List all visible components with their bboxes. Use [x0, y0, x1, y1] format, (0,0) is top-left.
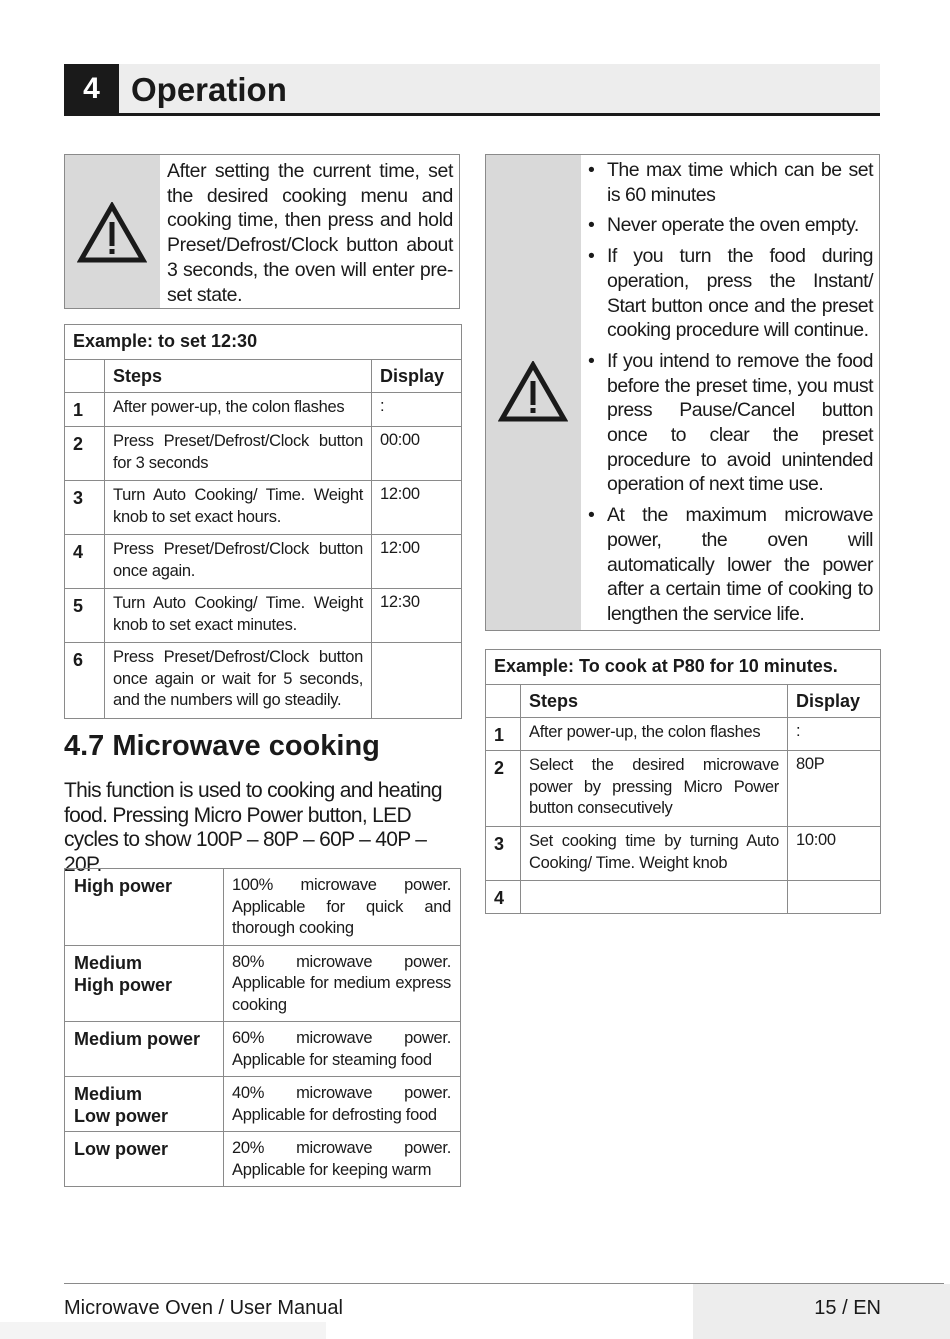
table-row	[65, 535, 462, 589]
warning-icon-column	[65, 155, 160, 308]
column-header-steps: Steps	[521, 685, 788, 718]
footer-document-title: Microwave Oven / User Manual	[64, 1297, 343, 1319]
display-value: :	[372, 393, 462, 427]
step-text	[521, 881, 788, 914]
warning-triangle-icon	[77, 202, 147, 264]
table-row	[65, 1022, 461, 1077]
display-value	[372, 643, 462, 719]
warning-box-notes	[485, 154, 880, 631]
page-number: 15 / EN	[814, 1297, 881, 1319]
table-row	[65, 589, 462, 643]
power-level-description: 100% microwave power. Applicable for quick and thorough cooking	[224, 869, 461, 946]
section-body: This function is used to cooking and heating food. Pressing Micro Power button, LED cycles to show 100P – 80P – 60P – 40P – 20P.	[64, 779, 442, 876]
step-text: After power-up, the colon flashes	[521, 718, 788, 751]
step-number: 3	[486, 827, 521, 881]
power-level-name: Medium Low power	[65, 1077, 224, 1132]
warning-triangle-icon	[498, 361, 568, 423]
display-value: 12:00	[372, 481, 462, 535]
step-number: 3	[65, 481, 105, 535]
table-caption: Example: To cook at P80 for 10 minutes.	[486, 650, 881, 685]
list-item: • If you turn the food during operation, press the Instant/ Start button once and the preset cooking procedure will continue.	[586, 244, 873, 343]
table-row	[65, 869, 461, 946]
power-level-table	[64, 868, 461, 1187]
table-caption: Example: to set 12:30	[65, 325, 462, 360]
step-number: 1	[486, 718, 521, 751]
warning-icon-column	[486, 155, 581, 630]
footer-strip	[0, 1322, 326, 1339]
step-number: 2	[65, 427, 105, 481]
column-header-display: Display	[788, 685, 881, 718]
power-level-description: 40% microwave power. Applicable for defrosting food	[224, 1077, 461, 1132]
display-value: 10:00	[788, 827, 881, 881]
chapter-title: Operation	[131, 71, 287, 108]
power-level-description: 60% microwave power. Applicable for steaming food	[224, 1022, 461, 1077]
table-row	[486, 881, 881, 914]
table-row	[65, 427, 462, 481]
display-value: 80P	[788, 751, 881, 827]
warning-box-preset	[64, 154, 460, 309]
power-level-description: 20% microwave power. Applicable for keeping warm	[224, 1132, 461, 1187]
power-level-name: Low power	[65, 1132, 224, 1187]
step-text: Press Preset/Defrost/Clock button once again.	[105, 535, 372, 589]
display-value	[788, 881, 881, 914]
power-level-name: High power	[65, 869, 224, 946]
power-level-name: Medium High power	[65, 945, 224, 1022]
power-level-name: Medium power	[65, 1022, 224, 1077]
chapter-header	[64, 64, 880, 116]
display-value: 12:30	[372, 589, 462, 643]
step-number: 1	[65, 393, 105, 427]
step-number: 5	[65, 589, 105, 643]
table-row	[65, 1132, 461, 1187]
table-row	[65, 945, 461, 1022]
example-table-cook-p80	[485, 649, 881, 914]
table-row	[486, 718, 881, 751]
display-value: 12:00	[372, 535, 462, 589]
header-number-cell	[486, 685, 521, 718]
column-header-steps: Steps	[105, 360, 372, 393]
warning-list	[586, 158, 873, 633]
column-header-display: Display	[372, 360, 462, 393]
step-number: 6	[65, 643, 105, 719]
list-item: • If you intend to remove the food before the preset time, you must press Pause/Cancel button once to clear the preset procedure to avoid unintended operation of next time use.	[586, 349, 873, 497]
table-row	[486, 827, 881, 881]
section-title: 4.7 Microwave cooking	[64, 730, 380, 762]
step-number: 4	[65, 535, 105, 589]
chapter-number: 4	[64, 64, 119, 113]
display-value: 00:00	[372, 427, 462, 481]
step-text: Turn Auto Cooking/ Time. Weight knob to set exact hours.	[105, 481, 372, 535]
list-item: • Never operate the oven empty.	[586, 213, 873, 238]
step-text: Set cooking time by turning Auto Cooking/ Time. Weight knob	[521, 827, 788, 881]
step-text: Turn Auto Cooking/ Time. Weight knob to set exact minutes.	[105, 589, 372, 643]
table-row	[486, 751, 881, 827]
power-level-description: 80% microwave power. Applicable for medium express cooking	[224, 945, 461, 1022]
example-table-set-clock	[64, 324, 462, 719]
step-text: Select the desired microwave power by pressing Micro Power button consecutively	[521, 751, 788, 827]
list-item: • At the maximum microwave power, the oven will automatically lower the power after a certain time of cooking to lengthen the service life.	[586, 503, 873, 627]
display-value: :	[788, 718, 881, 751]
table-row	[65, 481, 462, 535]
header-number-cell	[65, 360, 105, 393]
step-number: 2	[486, 751, 521, 827]
list-item: • The max time which can be set is 60 minutes	[586, 158, 873, 207]
table-row	[65, 643, 462, 719]
table-row	[65, 1077, 461, 1132]
table-row	[65, 393, 462, 427]
step-text: Press Preset/Defrost/Clock button once again or wait for 5 seconds, and the numbers will go steadily.	[105, 643, 372, 719]
step-number: 4	[486, 881, 521, 914]
warning-text: After setting the current time, set the desired cooking menu and cooking time, then press and hold Preset/Defrost/Clock button about 3 seconds, the oven will enter pre-set state.	[167, 160, 453, 306]
step-text: Press Preset/Defrost/Clock button for 3 seconds	[105, 427, 372, 481]
step-text: After power-up, the colon flashes	[105, 393, 372, 427]
